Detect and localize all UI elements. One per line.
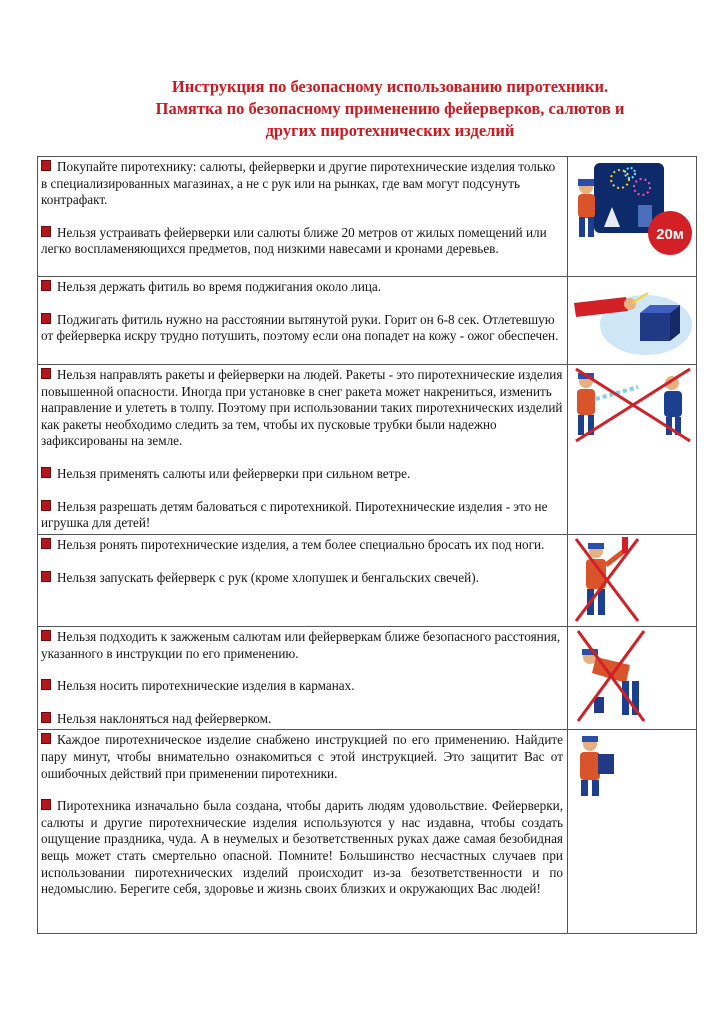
rule-item: Каждое пиротехническое изделие снабжено инструкцией по его применению. Найдите пару минут, чтобы внимательно ознакомиться с этой инструкцией. Это защитит Вас от ошибочных действий при применении пиротехники.: [41, 732, 563, 781]
bullet-marker-icon: [41, 630, 51, 641]
aiming-at-people-illustration: [568, 365, 696, 445]
rule-row-5: [38, 627, 697, 730]
firework-box-icon: [640, 313, 670, 341]
rule-item: Нельзя устраивать фейерверки или салюты ближе 20 метров от жилых помещений или легко воспламеняющихся предметов, под низкими навесами и кронами деревьев.: [41, 224, 547, 257]
bullet-marker-icon: [41, 733, 51, 744]
bullet-marker-icon: [41, 280, 51, 291]
bullet-marker-icon: [41, 571, 51, 582]
bullet-marker-icon: [41, 799, 51, 810]
bullet-marker-icon: [41, 712, 51, 723]
rule-row-2: [38, 277, 697, 365]
title-line-3: других пиротехнических изделий: [265, 121, 515, 140]
rule-image-cell: [568, 627, 697, 730]
bullet-marker-icon: [41, 500, 51, 511]
rule-item: Нельзя держать фитиль во время поджигания около лица.: [41, 279, 563, 296]
person-jacket-icon: [580, 752, 600, 780]
rule-text-cell: [38, 365, 568, 535]
firecracker-icon: [622, 537, 628, 553]
rule-image-cell: [568, 730, 697, 934]
bullet-marker-icon: [41, 679, 51, 690]
hand-icon: [624, 298, 636, 310]
rule-image-cell: [568, 365, 697, 535]
rule-image-cell: [568, 535, 697, 627]
rule-text-cell: [38, 157, 568, 277]
bullet-marker-icon: [41, 368, 51, 379]
rule-item: Пиротехника изначально была создана, чтобы дарить людям удовольствие. Фейерверки, салюты и другие пиротехнические изделия используются у нас издавна, чтобы создать ощущение праздника, чуда. А в неумелых и безответственных руках даже самая безобидная вещь может стать смертельно опасной. Помните! Большинство несчастных случаев при использовании пиротехнических изделий происходит из-за безответственности и по недомыслию. Берегите себя, здоровье и жизнь своих близких и окружающих Вас людей!: [41, 798, 563, 897]
rule-item: Нельзя применять салюты или фейерверки при сильном ветре.: [41, 466, 563, 483]
rule-item: Нельзя запускать фейерверк с рук (кроме хлопушек и бенгальских свечей).: [41, 570, 563, 587]
bent-torso-icon: [592, 657, 630, 683]
rule-item: Нельзя подходить к зажженым салютам или фейерверкам ближе безопасного расстояния, указанного в инструкции по его применению.: [41, 629, 561, 661]
reading-instructions-illustration: [568, 730, 696, 800]
distance-badge-label: 20м: [656, 226, 684, 243]
rule-item: Поджигать фитиль нужно на расстоянии вытянутой руки. Горит он 6-8 сек. Отлетевшую от фейерверка искру трудно потушить, поэтому если она попадет на кожу - ожог обеспечен.: [41, 311, 559, 344]
spray-sparks-icon: [596, 387, 638, 399]
rule-text-cell: [38, 277, 568, 365]
person-leg-icon: [579, 217, 585, 237]
rule-image-cell: [568, 157, 697, 277]
rule-row-4: [38, 535, 697, 627]
document-title: [60, 76, 720, 142]
rule-item: Нельзя направлять ракеты и фейерверки на людей. Ракеты - это пиротехнические изделия повышенной опасности. Иногда при установке в снег ракета может накрениться, изменить направление и улететь в толпу. Поэтому при использовании таких пиротехнических изделий как ракеты необходимо следить за тем, чтобы их пусковые трубки были надежно зафиксированы на земле.: [41, 367, 563, 449]
bullet-marker-icon: [41, 226, 51, 237]
rule-item: Нельзя наклоняться над фейерверком.: [41, 711, 563, 728]
rule-item: Нельзя носить пиротехнические изделия в карманах.: [41, 678, 563, 695]
leaning-over-firework-illustration: [568, 627, 696, 725]
bullet-marker-icon: [41, 313, 51, 324]
person-jacket-icon: [578, 194, 595, 218]
rule-text-cell: [38, 627, 568, 730]
fireworks-distance-illustration: [568, 157, 696, 275]
title-line-1: Инструкция по безопасному использованию пиротехники.: [171, 77, 609, 96]
rule-item: Покупайте пиротехнику: салюты, фейерверки и другие пиротехнические изделия только в специализированных магазинах, а не с рук или на рынках, где вам могут подсунуть контрафакт.: [41, 159, 556, 208]
title-line-2: Памятка по безопасному применению фейерверков, салютов и: [155, 99, 625, 118]
rules-table: [37, 156, 697, 934]
rule-row-6: [38, 730, 697, 934]
rule-item: Нельзя разрешать детям баловаться с пиротехникой. Пиротехнические изделия - это не игрушка для детей!: [41, 498, 548, 531]
person-hat-icon: [578, 179, 594, 186]
firework-box-icon: [598, 754, 614, 774]
person-leg-icon: [588, 217, 594, 237]
rule-text-cell: [38, 535, 568, 627]
lighting-fuse-illustration: [568, 277, 696, 363]
rule-row-3: [38, 365, 697, 535]
person-jacket-icon: [577, 389, 595, 415]
rule-image-cell: [568, 277, 697, 365]
building-icon: [638, 205, 652, 227]
rule-item: Нельзя ронять пиротехнические изделия, а тем более специально бросать их под ноги.: [41, 537, 563, 554]
rule-row-1: [38, 157, 697, 277]
person-jacket-icon: [664, 391, 682, 417]
bullet-marker-icon: [41, 160, 51, 171]
launching-from-hands-illustration: [568, 535, 696, 625]
bullet-marker-icon: [41, 538, 51, 549]
rule-text-cell: [38, 730, 568, 934]
bullet-marker-icon: [41, 467, 51, 478]
